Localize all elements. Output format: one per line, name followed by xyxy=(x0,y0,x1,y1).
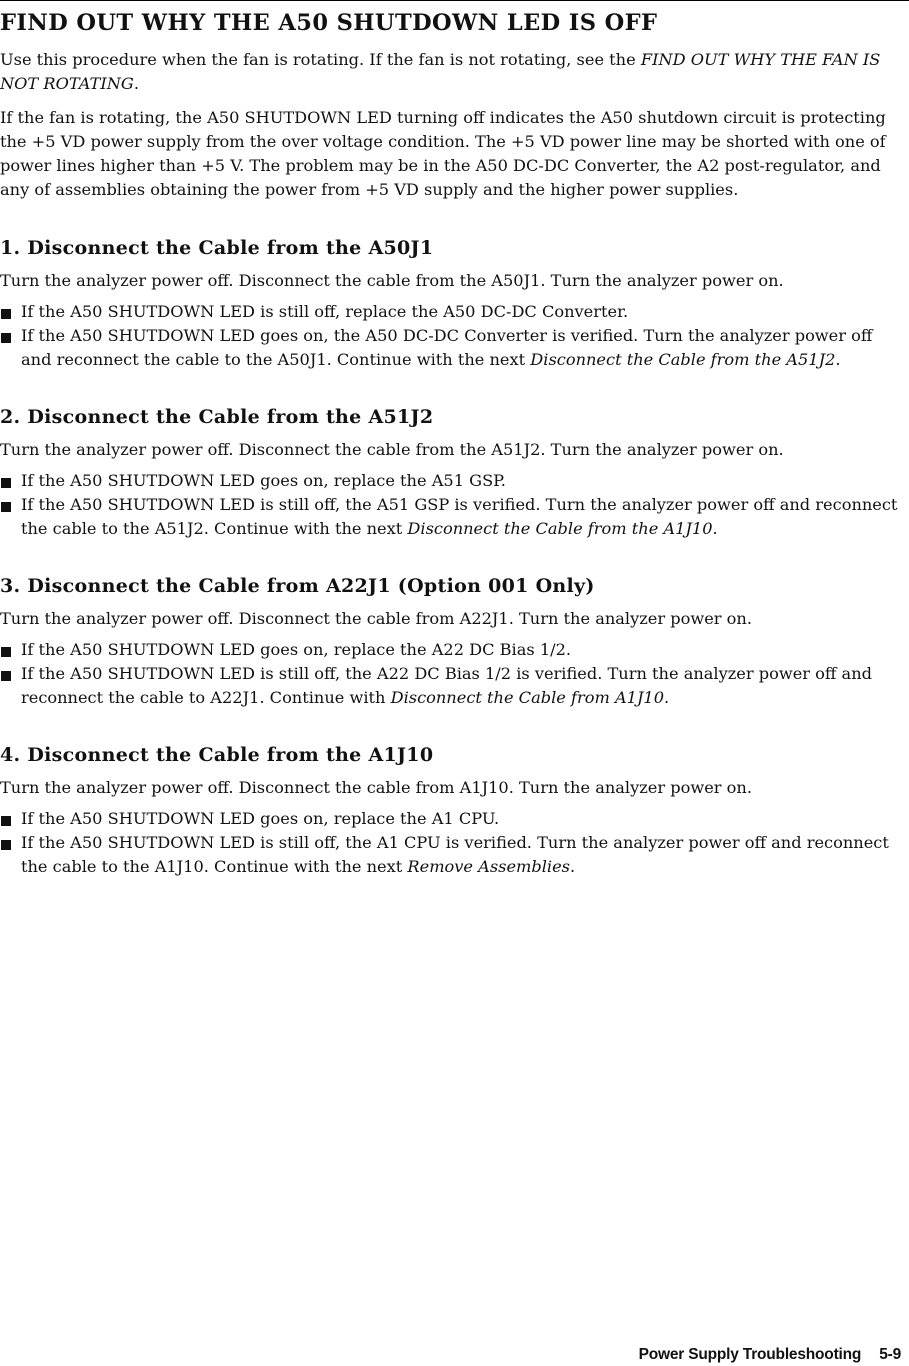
list-item xyxy=(0,493,904,541)
intro-end: . xyxy=(133,74,139,93)
section-2-list xyxy=(0,469,904,541)
list-item xyxy=(0,324,904,372)
list-item-text: If the A50 SHUTDOWN LED goes on, replace the A22 DC Bias 1/2. xyxy=(21,640,572,659)
list-item xyxy=(0,662,904,710)
section-4-heading: 4. Disconnect the Cable from the A1J10 xyxy=(0,744,434,766)
section-1-list xyxy=(0,300,904,372)
bullet-icon xyxy=(1,502,11,512)
next-step-link[interactable]: Disconnect the Cable from A1J10 xyxy=(390,688,665,707)
section-4-paragraph: Turn the analyzer power off. Disconnect the cable from A1J10. Turn the analyzer power on. xyxy=(0,778,752,797)
page-number: 5-9 xyxy=(879,1346,901,1363)
intro-text: Use this procedure when the fan is rotating. If the fan is not rotating, see the xyxy=(0,50,641,69)
section-1-heading: 1. Disconnect the Cable from the A50J1 xyxy=(0,237,434,259)
list-item xyxy=(0,638,904,662)
list-item-end: . xyxy=(570,857,576,876)
bullet-icon xyxy=(1,840,11,850)
footer-section-title: Power Supply Troubleshooting xyxy=(638,1346,862,1363)
next-step-link[interactable]: Disconnect the Cable from the A1J10 xyxy=(407,519,713,538)
section-2-heading: 2. Disconnect the Cable from the A51J2 xyxy=(0,406,434,428)
list-item-text: If the A50 SHUTDOWN LED is still off, replace the A50 DC-DC Converter. xyxy=(21,302,629,321)
page-title: FIND OUT WHY THE A50 SHUTDOWN LED IS OFF xyxy=(0,10,658,36)
bullet-icon xyxy=(1,816,11,826)
page-content xyxy=(0,6,904,879)
intro-paragraph-2: If the fan is rotating, the A50 SHUTDOWN LED turning off indicates the A50 shutdown circuit is protecting the +5 VD power supply from the over voltage condition. The +5 VD power line may be shorted with one of power lines higher than +5 V. The problem may be in the A50 DC-DC Converter, the A2 post-regulator, and any of assemblies obtaining the power from +5 VD supply and the higher power supplies. xyxy=(0,108,886,199)
list-item-end: . xyxy=(664,688,670,707)
list-item xyxy=(0,300,904,324)
next-step-link[interactable]: Disconnect the Cable from the A51J2 xyxy=(530,350,836,369)
list-item-text: If the A50 SHUTDOWN LED goes on, the A50 DC-DC Converter is verified. Turn the analyzer power off and reconnect the cable to the A50J1. Continue with the next xyxy=(21,326,873,369)
bullet-icon xyxy=(1,309,11,319)
section-3-list xyxy=(0,638,904,710)
top-rule xyxy=(0,0,909,1)
list-item-end: . xyxy=(835,350,841,369)
list-item xyxy=(0,469,904,493)
bullet-icon xyxy=(1,478,11,488)
bullet-icon xyxy=(1,647,11,657)
intro-paragraph-1 xyxy=(0,48,904,96)
section-4-list xyxy=(0,807,904,879)
list-item-text: If the A50 SHUTDOWN LED is still off, the A1 CPU is verified. Turn the analyzer power off and reconnect the cable to the A1J10. Continue with the next xyxy=(21,833,889,876)
bullet-icon xyxy=(1,671,11,681)
bullet-icon xyxy=(1,333,11,343)
list-item xyxy=(0,807,904,831)
list-item-text: If the A50 SHUTDOWN LED goes on, replace the A1 CPU. xyxy=(21,809,500,828)
next-step-link[interactable]: Remove Assemblies xyxy=(407,857,570,876)
list-item-text: If the A50 SHUTDOWN LED goes on, replace the A51 GSP. xyxy=(21,471,506,490)
fan-not-rotating-link[interactable]: FIND OUT WHY THE FAN IS NOT ROTATING xyxy=(0,50,881,93)
list-item-end: . xyxy=(712,519,718,538)
section-3-heading: 3. Disconnect the Cable from A22J1 (Option 001 Only) xyxy=(0,575,595,597)
section-2-paragraph: Turn the analyzer power off. Disconnect the cable from the A51J2. Turn the analyzer power on. xyxy=(0,440,784,459)
list-item xyxy=(0,831,904,879)
page-footer xyxy=(639,1344,901,1366)
list-item-text: If the A50 SHUTDOWN LED is still off, the A22 DC Bias 1/2 is verified. Turn the analyzer power off and reconnect the cable to A22J1. Continue with xyxy=(21,664,872,707)
section-3-paragraph: Turn the analyzer power off. Disconnect the cable from A22J1. Turn the analyzer power on. xyxy=(0,609,752,628)
list-item-text: If the A50 SHUTDOWN LED is still off, the A51 GSP is verified. Turn the analyzer power off and reconnect the cable to the A51J2. Continue with the next xyxy=(21,495,898,538)
section-1-paragraph: Turn the analyzer power off. Disconnect the cable from the A50J1. Turn the analyzer power on. xyxy=(0,271,784,290)
